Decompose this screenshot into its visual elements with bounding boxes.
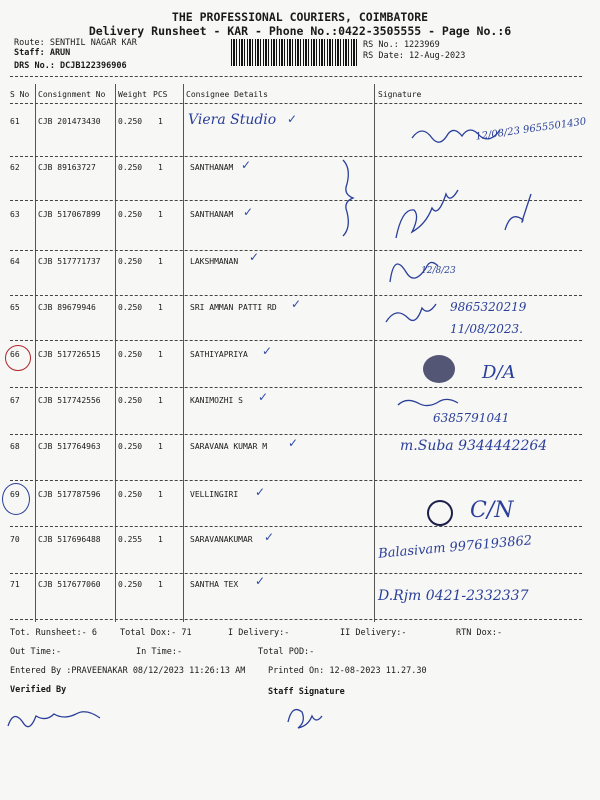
row-consignee: SANTHANAM	[190, 163, 234, 172]
row-consignment: CJB 517787596	[38, 490, 101, 499]
column-divider	[374, 84, 375, 622]
row-consignment: CJB 89679946	[38, 303, 96, 312]
col-consignee: Consignee Details	[186, 90, 268, 99]
signature-scribble	[386, 304, 436, 322]
row-weight: 0.250	[118, 396, 143, 405]
company-name: THE PROFESSIONAL COURIERS, COIMBATORE	[171, 10, 429, 24]
separator	[10, 103, 582, 104]
row-sno: 62	[10, 163, 20, 172]
verified-by: Verified By	[10, 685, 67, 695]
row-signature: 6385791041	[433, 411, 510, 425]
row-sno: 68	[10, 442, 20, 451]
row-signature: 12/08/23 9655501430	[474, 116, 587, 143]
row-consignee: VELLINGIRI	[190, 490, 239, 499]
entered-by: Entered By :PRAVEENAKAR 08/12/2023 11:26:13 AM	[10, 666, 246, 676]
row-consignment: CJB 517771737	[38, 257, 101, 266]
column-divider	[115, 84, 116, 622]
row-consignment: CJB 517677060	[38, 580, 101, 589]
row-weight: 0.250	[118, 580, 143, 589]
row-divider	[10, 387, 582, 388]
staff: Staff: ARUN	[14, 48, 71, 58]
row-consignee-handwritten: Viera Studio	[188, 112, 277, 128]
row-consignment: CJB 517067899	[38, 210, 101, 219]
row-signature: D/A	[482, 362, 516, 383]
check-mark-icon: ✓	[243, 205, 254, 219]
row-consignee: SARAVANA KUMAR M	[190, 442, 268, 451]
col-signature: Signature	[378, 90, 422, 99]
col-sno: S No	[10, 90, 30, 99]
row-pcs: 1	[158, 350, 163, 359]
total-runsheet: Tot. Runsheet:- 6	[10, 628, 97, 638]
row-consignee: SARAVANAKUMAR	[190, 535, 253, 544]
check-mark-icon: ✓	[291, 297, 302, 311]
row-sno: 69	[10, 490, 20, 499]
row-divider	[10, 156, 582, 157]
row-sno: 71	[10, 580, 20, 589]
column-divider	[183, 84, 184, 622]
row-pcs: 1	[158, 257, 163, 266]
row-weight: 0.250	[118, 442, 143, 451]
check-mark-icon: ✓	[264, 530, 275, 544]
in-time: In Time:-	[136, 647, 183, 657]
row-divider	[10, 480, 582, 481]
row-weight: 0.250	[118, 210, 143, 219]
row-divider	[10, 250, 582, 251]
rtn-dox: RTN Dox:-	[456, 628, 503, 638]
column-divider	[35, 84, 36, 622]
stamp-mark	[427, 500, 453, 526]
row-pcs: 1	[158, 163, 163, 172]
i-delivery: I Delivery:-	[228, 628, 290, 638]
row-weight: 0.250	[118, 303, 143, 312]
col-consignment: Consignment No	[38, 90, 106, 99]
row-sno: 66	[10, 350, 20, 359]
stamp-blot	[423, 355, 455, 383]
row-consignee: LAKSHMANAN	[190, 257, 239, 266]
row-consignee: SANTHANAM	[190, 210, 234, 219]
row-weight: 0.250	[118, 490, 143, 499]
rs-number: RS No.: 1223969	[363, 40, 440, 50]
ii-delivery: II Delivery:-	[340, 628, 407, 638]
row-sno: 70	[10, 535, 20, 544]
row-pcs: 1	[158, 442, 163, 451]
col-pcs: PCS	[153, 90, 168, 99]
row-consignee: SRI AMMAN PATTI RD	[190, 303, 277, 312]
total-dox: Total Dox:- 71	[120, 628, 192, 638]
runsheet-title: Delivery Runsheet - KAR - Phone No.:0422-3505555 - Page No.:6	[88, 24, 512, 38]
separator	[10, 76, 582, 77]
row-weight: 0.250	[118, 117, 143, 126]
check-mark-icon: ✓	[255, 485, 266, 499]
row-pcs: 1	[158, 490, 163, 499]
staff-signature-label: Staff Signature	[268, 687, 345, 697]
row-signature: Balasivam 9976193862	[377, 533, 533, 562]
signature-scribble	[398, 399, 458, 405]
total-pod: Total POD:-	[258, 647, 315, 657]
separator	[10, 619, 582, 620]
col-weight: Weight	[118, 90, 147, 99]
signature-scribble	[396, 190, 531, 238]
row-divider	[10, 200, 582, 201]
row-sno: 63	[10, 210, 20, 219]
row-consignment: CJB 517742556	[38, 396, 101, 405]
route: Route: SENTHIL NAGAR KAR	[14, 38, 137, 48]
row-sno: 67	[10, 396, 20, 405]
check-mark-icon: ✓	[288, 436, 299, 450]
row-sno: 65	[10, 303, 20, 312]
printed-on: Printed On: 12-08-2023 11.27.30	[268, 666, 427, 676]
signature-scribble	[288, 710, 322, 728]
row-pcs: 1	[158, 303, 163, 312]
row-sno: 64	[10, 257, 20, 266]
row-divider	[10, 573, 582, 574]
row-consignment: CJB 517764963	[38, 442, 101, 451]
row-signature: 12/8/23	[421, 266, 456, 276]
row-weight: 0.250	[118, 350, 143, 359]
check-mark-icon: ✓	[255, 574, 266, 588]
barcode	[231, 39, 358, 66]
row-consignee: SATHIYAPRIYA	[190, 350, 248, 359]
row-signature: m.Suba 9344442264	[400, 438, 548, 454]
row-signature: 9865320219 11/08/2023.	[450, 300, 527, 336]
row-consignee: SANTHA TEX	[190, 580, 239, 589]
row-pcs: 1	[158, 396, 163, 405]
check-mark-icon: ✓	[258, 390, 269, 404]
circle-mark	[2, 483, 30, 515]
brace-mark	[343, 160, 353, 236]
signature-scribble	[8, 712, 100, 727]
row-signature: C/N	[470, 498, 514, 523]
row-consignment: CJB 89163727	[38, 163, 96, 172]
row-divider	[10, 526, 582, 527]
row-pcs: 1	[158, 580, 163, 589]
out-time: Out Time:-	[10, 647, 62, 657]
row-weight: 0.255	[118, 535, 143, 544]
row-consignment: CJB 517726515	[38, 350, 101, 359]
row-weight: 0.250	[118, 163, 143, 172]
drs-number: DRS No.: DCJB122396906	[14, 61, 127, 71]
check-mark-icon: ✓	[287, 112, 298, 126]
check-mark-icon: ✓	[262, 344, 273, 358]
row-pcs: 1	[158, 117, 163, 126]
row-pcs: 1	[158, 210, 163, 219]
row-pcs: 1	[158, 535, 163, 544]
row-divider	[10, 340, 582, 341]
row-consignment: CJB 517696488	[38, 535, 101, 544]
rs-date: RS Date: 12-Aug-2023	[363, 51, 466, 61]
check-mark-icon: ✓	[249, 250, 260, 264]
row-sno: 61	[10, 117, 20, 126]
row-weight: 0.250	[118, 257, 143, 266]
check-mark-icon: ✓	[241, 158, 252, 172]
row-consignment: CJB 201473430	[38, 117, 101, 126]
row-consignee: KANIMOZHI S	[190, 396, 243, 405]
row-signature: D.Rjm 0421-2332337	[378, 588, 529, 604]
